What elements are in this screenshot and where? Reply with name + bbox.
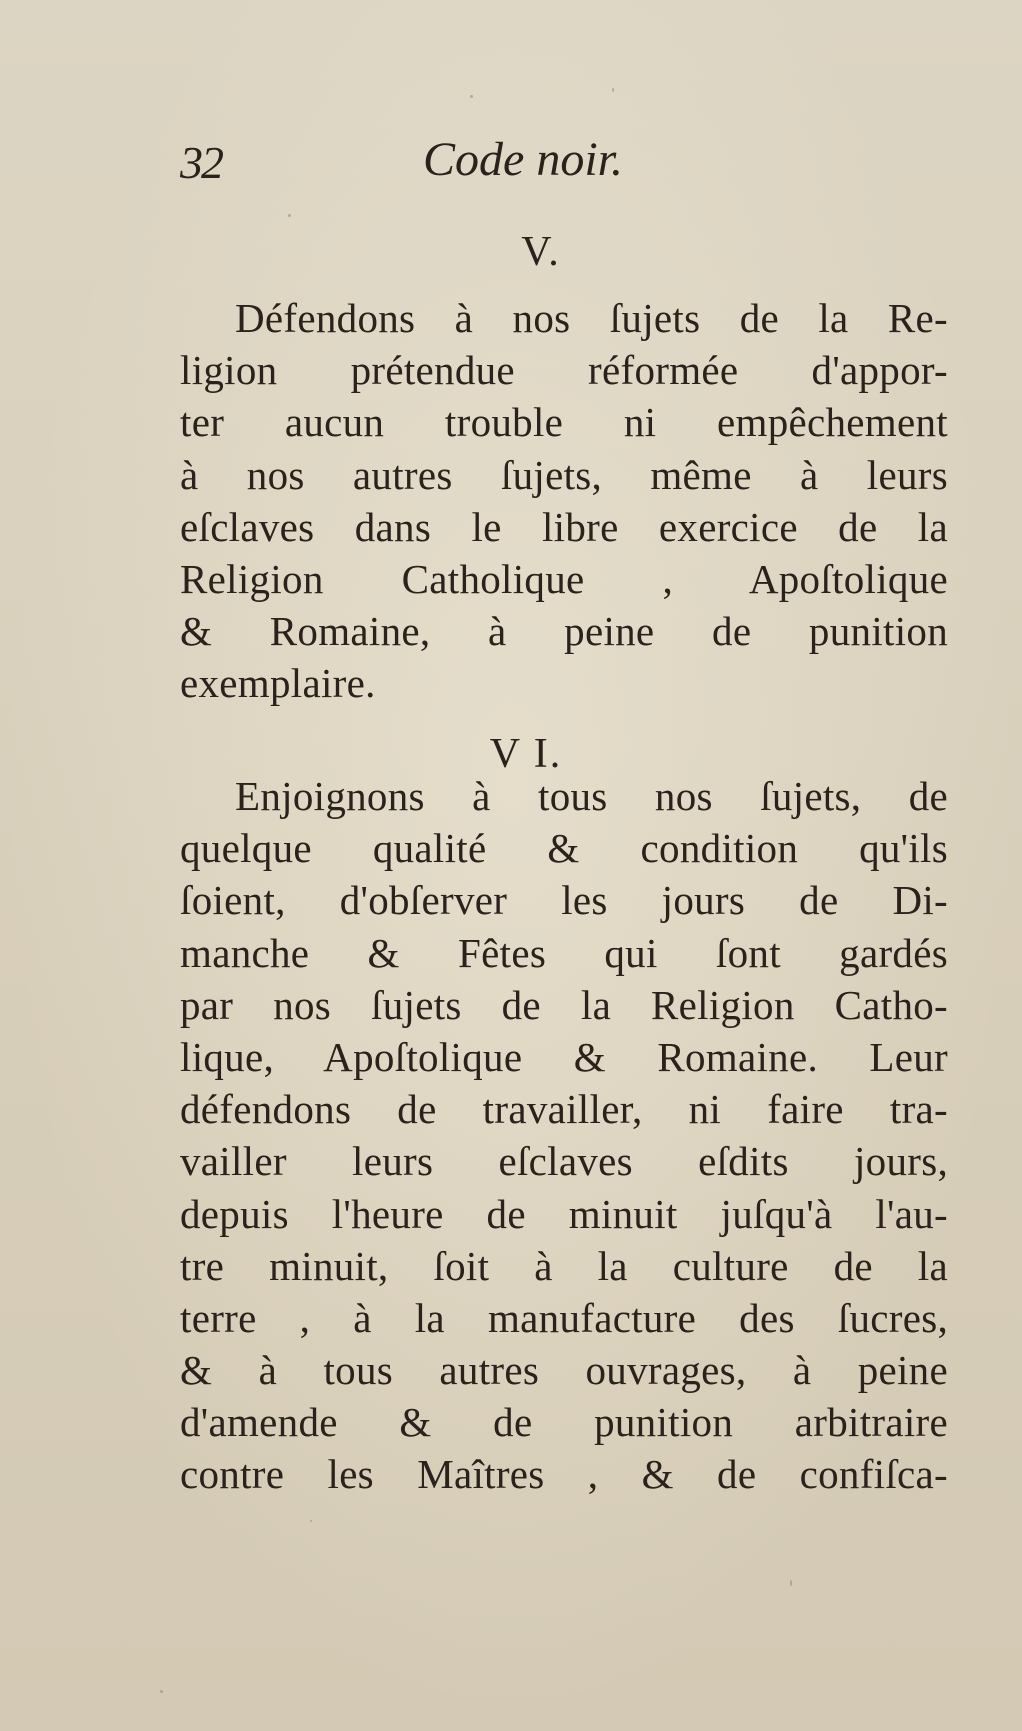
text-line: ſoient, d'obſerver les jours de Di- [180,877,948,924]
text-line: d'amende & de punition arbitraire [180,1399,948,1446]
text-line: tre minuit, ſoit à la culture de la [180,1242,948,1289]
text-line: défendons de travailler, ni faire tra- [180,1086,948,1133]
page-number: 32 [180,137,222,188]
running-title: Code noir. [423,133,624,186]
text-line: Défendons à nos ſujets de la Re- [235,295,948,341]
text-line: Enjoignons à tous nos ſujets, de [235,773,948,819]
text-line: contre les Maîtres , & de confiſca- [180,1451,948,1498]
text-line: Religion Catholique , Apoſtolique [180,555,948,602]
text-line: & Romaine, à peine de punition [180,608,948,655]
article-vi-text [180,770,948,1501]
text-line: ter aucun trouble ni empêchement [180,399,948,446]
text-line: ligion prétendue réformée d'appor- [180,347,948,394]
text-line: lique, Apoſtolique & Romaine. Leur [180,1033,948,1080]
text-line: vailler leurs eſclaves eſdits jours, [180,1138,948,1185]
paper-speck [470,95,473,98]
text-line: & à tous autres ouvrages, à peine [180,1347,948,1394]
article-number-v: V. [521,229,561,275]
paper-speck [790,1580,792,1586]
paper-speck [612,88,614,92]
text-line: par nos ſujets de la Religion Catho- [180,981,948,1028]
running-header [180,132,950,192]
text-line: exemplaire. [180,660,376,707]
text-line: eſclaves dans le libre exercice de la [180,503,948,550]
article-number-vi: V I. [489,731,563,777]
paper-speck [310,1520,312,1522]
paper-speck [160,1690,163,1693]
text-line: terre , à la manufacture des ſucres, [180,1294,948,1341]
text-line: quelque qualité & condition qu'ils [180,825,948,872]
text-line: manche & Fêtes qui ſont gardés [180,929,948,976]
paper-speck [288,214,291,217]
text-line: à nos autres ſujets, même à leurs [180,451,948,498]
article-v-text [180,292,948,710]
text-line: depuis l'heure de minuit juſqu'à l'au- [180,1190,948,1237]
